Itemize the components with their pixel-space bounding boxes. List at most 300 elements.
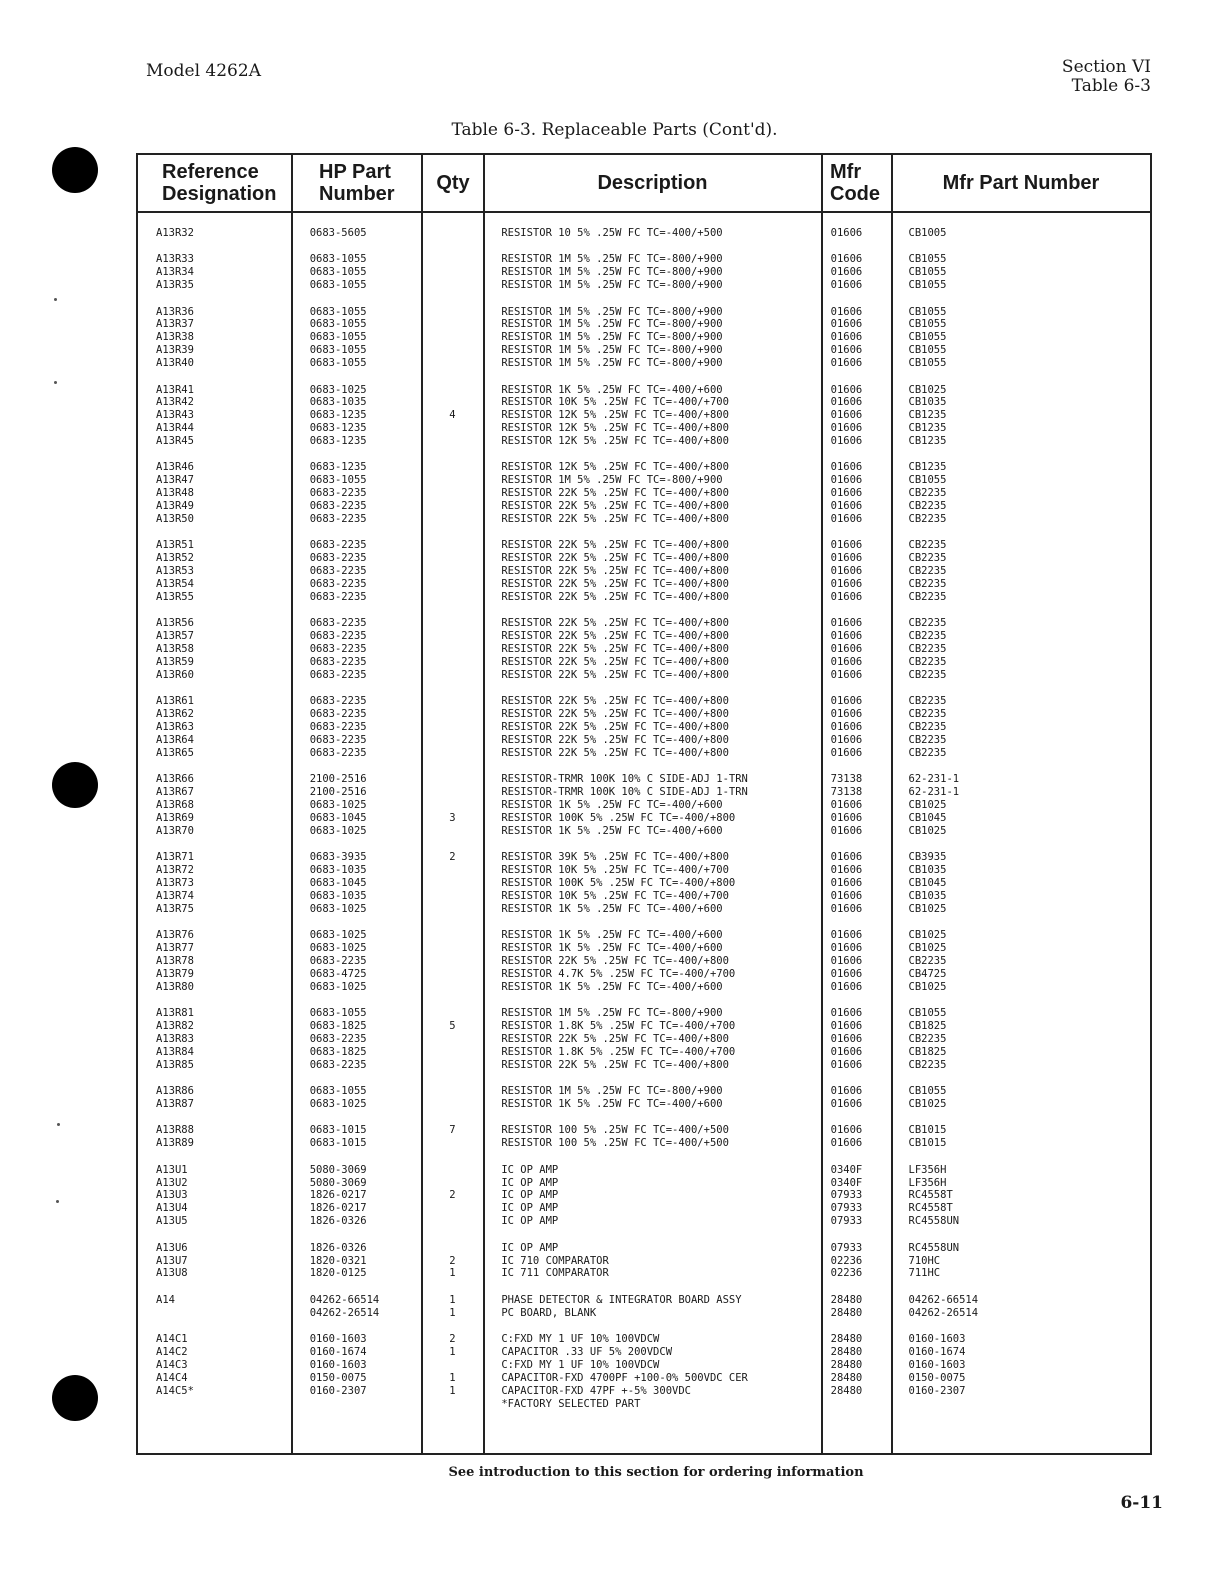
cell-mfr-code: 01606	[830, 565, 863, 578]
cell-qty	[421, 734, 483, 747]
cell-reference: A13R40	[156, 357, 194, 370]
table-row	[138, 877, 1150, 890]
cell-hp-part: 0683-1035	[309, 396, 367, 409]
cell-mfr-code: 28480	[830, 1358, 863, 1371]
cell-qty	[421, 643, 483, 656]
cell-mfr-code: 01606	[830, 422, 863, 435]
table-row	[138, 539, 1150, 552]
cell-mfr-part: RC4558T	[908, 1189, 953, 1202]
table-row	[138, 656, 1150, 669]
cell-mfr-part: CB2235	[908, 617, 947, 630]
cell-mfr-code: 01606	[830, 500, 863, 513]
header-rule	[138, 211, 1150, 213]
cell-hp-part: 0683-1045	[309, 811, 367, 824]
cell-hp-part: 2100-2516	[309, 773, 367, 786]
cell-description: RESISTOR 22K 5% .25W FC TC=-400/+800	[501, 513, 729, 526]
cell-description: RESISTOR 1M 5% .25W FC TC=-800/+900	[501, 318, 723, 331]
cell-qty: 1	[449, 1371, 456, 1384]
cell-reference: A14C1	[156, 1333, 188, 1346]
cell-mfr-part: CB2235	[908, 487, 947, 500]
cell-mfr-code: 01606	[830, 799, 863, 812]
cell-reference: A13R64	[156, 734, 194, 746]
cell-mfr-part: CB2235	[908, 708, 947, 721]
cell-hp-part: 0683-5605	[309, 227, 367, 239]
cell-qty	[421, 799, 483, 812]
cell-qty	[421, 630, 483, 643]
cell-description: RESISTOR 1M 5% .25W FC TC=-800/+900	[501, 253, 723, 266]
cell-reference: A13R61	[156, 695, 194, 708]
table-row	[138, 1372, 1150, 1385]
cell-description: RESISTOR 22K 5% .25W FC TC=-400/+800	[501, 695, 729, 708]
cell-hp-part: 0683-1015	[309, 1124, 367, 1137]
cell-qty	[421, 981, 483, 994]
cell-mfr-part: CB1055	[908, 1007, 947, 1020]
cell-hp-part: 0683-2235	[309, 1058, 367, 1071]
cell-qty	[421, 422, 483, 435]
cell-qty: 1	[449, 1293, 456, 1306]
cell-mfr-code: 01606	[830, 1032, 863, 1045]
cell-mfr-code: 01606	[830, 279, 863, 292]
cell-description: RESISTOR 1M 5% .25W FC TC=-800/+900	[501, 331, 723, 344]
cell-reference: A13R80	[156, 980, 194, 993]
cell-mfr-part: CB2235	[908, 578, 947, 591]
cell-qty	[421, 1137, 483, 1150]
cell-qty	[421, 253, 483, 266]
cell-reference: A13R79	[156, 967, 194, 980]
cell-reference: A13R37	[156, 318, 194, 331]
table-row	[138, 1189, 1150, 1202]
cell-qty	[421, 1046, 483, 1059]
cell-mfr-part: CB1825	[908, 1020, 947, 1033]
cell-reference: A13R51	[156, 539, 194, 552]
cell-hp-part: 0683-2235	[309, 1032, 367, 1045]
table-row	[138, 357, 1150, 370]
table-row	[138, 1307, 1150, 1320]
cell-reference: A13R65	[156, 746, 194, 759]
cell-description: IC OP AMP	[501, 1189, 559, 1202]
table-caption: Table 6-3. Replaceable Parts (Cont'd).	[451, 120, 778, 140]
cell-mfr-part: CB1025	[908, 942, 947, 955]
cell-mfr-part: CB1025	[908, 929, 947, 942]
cell-qty: 7	[449, 1124, 456, 1137]
cell-mfr-code: 0340F	[830, 1163, 863, 1176]
column-header-qty: Qty	[436, 172, 470, 194]
cell-mfr-part: CB1235	[908, 461, 947, 474]
table-row	[138, 1333, 1150, 1346]
cell-description: RESISTOR 22K 5% .25W FC TC=-400/+800	[501, 746, 729, 759]
cell-description: RESISTOR 1M 5% .25W FC TC=-800/+900	[501, 279, 723, 292]
cell-qty	[421, 656, 483, 669]
cell-description: *FACTORY SELECTED PART	[501, 1397, 641, 1410]
cell-mfr-part: 62-231-1	[908, 786, 960, 799]
table-row	[138, 1020, 1150, 1033]
cell-mfr-part: LF356H	[908, 1176, 947, 1189]
cell-description: RESISTOR 22K 5% .25W FC TC=-400/+800	[501, 721, 729, 734]
table-row	[138, 384, 1150, 397]
cell-mfr-part: CB1055	[908, 305, 947, 318]
cell-mfr-part: 04262-66514	[908, 1293, 979, 1306]
cell-description: RESISTOR 12K 5% .25W FC TC=-400/+800	[501, 422, 729, 435]
row-group	[138, 539, 1150, 603]
cell-mfr-code: 01606	[830, 967, 863, 980]
cell-mfr-code: 07933	[830, 1202, 863, 1215]
row-group	[138, 1242, 1150, 1281]
cell-qty	[421, 357, 483, 370]
column-header-hp-part: HP Part Number	[319, 161, 395, 205]
cell-description: RESISTOR 1.8K 5% .25W FC TC=-400/+700	[501, 1045, 736, 1058]
table-row	[138, 786, 1150, 799]
cell-qty	[421, 903, 483, 916]
cell-hp-part: 0683-2235	[309, 954, 367, 967]
cell-mfr-code: 02236	[830, 1267, 863, 1280]
cell-mfr-code: 01606	[830, 1045, 863, 1058]
cell-reference	[138, 1398, 292, 1411]
cell-reference: A13R77	[156, 942, 194, 955]
table-row	[138, 422, 1150, 435]
table-row	[138, 552, 1150, 565]
cell-mfr-part	[891, 1398, 1150, 1411]
cell-mfr-code: 01606	[830, 811, 863, 824]
table-row	[138, 734, 1150, 747]
cell-qty	[421, 461, 483, 474]
cell-qty	[421, 279, 483, 292]
cell-qty: 2	[449, 1189, 456, 1202]
cell-mfr-part: CB1025	[908, 383, 947, 396]
cell-description: PC BOARD, BLANK	[501, 1306, 597, 1319]
cell-qty	[421, 513, 483, 526]
cell-description: RESISTOR 1K 5% .25W FC TC=-400/+600	[501, 383, 723, 396]
cell-hp-part: 0683-2235	[309, 668, 367, 681]
cell-qty: 1	[449, 1306, 456, 1319]
cell-qty	[421, 1242, 483, 1255]
cell-reference: A13R63	[156, 721, 194, 734]
cell-mfr-code: 01606	[830, 1137, 863, 1150]
cell-mfr-part: 0160-1674	[908, 1345, 966, 1358]
cell-reference: A13U7	[156, 1254, 188, 1267]
cell-qty	[421, 877, 483, 890]
cell-description: CAPACITOR .33 UF 5% 200VDCW	[501, 1345, 673, 1358]
cell-mfr-code: 02236	[830, 1254, 863, 1267]
table-row	[138, 1177, 1150, 1190]
cell-hp-part: 0683-1035	[309, 864, 367, 877]
cell-mfr-code: 01606	[830, 864, 863, 877]
cell-reference: A13R35	[156, 279, 194, 292]
cell-reference: A14C4	[156, 1371, 188, 1384]
cell-hp-part: 0683-1055	[309, 344, 367, 357]
cell-reference: A13R62	[156, 708, 194, 721]
cell-mfr-code: 01606	[830, 643, 863, 656]
table-row	[138, 253, 1150, 266]
cell-mfr-part: 710HC	[908, 1254, 941, 1267]
table-row	[138, 227, 1150, 240]
cell-hp-part: 0683-1235	[309, 435, 367, 448]
cell-hp-part: 0683-2235	[309, 695, 367, 708]
cell-reference: A13R85	[156, 1058, 194, 1071]
cell-description: RESISTOR 1K 5% .25W FC TC=-400/+600	[501, 929, 723, 942]
cell-mfr-code: 28480	[830, 1333, 863, 1346]
cell-reference: A13R60	[156, 668, 194, 681]
cell-description: RESISTOR 1K 5% .25W FC TC=-400/+600	[501, 942, 723, 955]
cell-mfr-part: CB1015	[908, 1137, 947, 1150]
row-group	[138, 1164, 1150, 1228]
cell-mfr-code: 01606	[830, 396, 863, 409]
cell-description: RESISTOR 12K 5% .25W FC TC=-400/+800	[501, 461, 729, 474]
table-row	[138, 955, 1150, 968]
cell-mfr-code: 01606	[830, 552, 863, 565]
cell-mfr-part: CB2235	[908, 630, 947, 643]
cell-mfr-code: 01606	[830, 630, 863, 643]
cell-mfr-part: RC4558UN	[908, 1241, 960, 1254]
table-row	[138, 565, 1150, 578]
cell-reference: A13R67	[156, 786, 194, 799]
cell-description: RESISTOR 1K 5% .25W FC TC=-400/+600	[501, 902, 723, 915]
table-row	[138, 279, 1150, 292]
cell-hp-part: 0683-2235	[309, 578, 367, 591]
cell-mfr-part: CB1055	[908, 279, 947, 292]
cell-hp-part: 0683-2235	[309, 734, 367, 746]
cell-reference: A13R38	[156, 331, 194, 344]
table-row	[138, 864, 1150, 877]
cell-hp-part: 0683-1025	[309, 824, 367, 837]
cell-mfr-part: CB1035	[908, 889, 947, 902]
cell-hp-part: 0160-1603	[309, 1333, 367, 1346]
cell-description: RESISTOR 22K 5% .25W FC TC=-400/+800	[501, 552, 729, 565]
table-row	[138, 409, 1150, 422]
cell-mfr-code: 01606	[830, 1124, 863, 1137]
table-row	[138, 1359, 1150, 1372]
table-row	[138, 617, 1150, 630]
table-row	[138, 1124, 1150, 1137]
ordering-note: See introduction to this section for ordering information	[448, 1465, 864, 1480]
table-row	[138, 773, 1150, 786]
cell-reference: A13R43	[156, 409, 194, 422]
cell-qty	[421, 1164, 483, 1177]
cell-hp-part: 0683-1055	[309, 331, 367, 344]
table-row	[138, 851, 1150, 864]
cell-mfr-code: 01606	[830, 889, 863, 902]
table-row	[138, 1267, 1150, 1280]
table-row	[138, 396, 1150, 409]
table-row	[138, 812, 1150, 825]
table-row	[138, 344, 1150, 357]
cell-description: RESISTOR 1M 5% .25W FC TC=-800/+900	[501, 474, 723, 487]
cell-description: IC OP AMP	[501, 1163, 559, 1176]
cell-reference: A13R68	[156, 799, 194, 812]
cell-description: CAPACITOR-FXD 47PF +-5% 300VDC	[501, 1384, 691, 1397]
cell-description: RESISTOR 22K 5% .25W FC TC=-400/+800	[501, 630, 729, 643]
cell-description: IC OP AMP	[501, 1202, 559, 1215]
row-group	[138, 695, 1150, 759]
cell-mfr-part: CB3935	[908, 851, 947, 864]
cell-reference: A13R52	[156, 552, 194, 565]
cell-reference: A13R88	[156, 1124, 194, 1137]
cell-qty	[421, 565, 483, 578]
cell-qty	[421, 773, 483, 786]
cell-mfr-code: 01606	[830, 1085, 863, 1098]
cell-mfr-code: 01606	[830, 487, 863, 500]
cell-mfr-part: CB2235	[908, 1032, 947, 1045]
table-row	[138, 981, 1150, 994]
cell-description: RESISTOR 22K 5% .25W FC TC=-400/+800	[501, 590, 729, 603]
cell-mfr-part: 0160-1603	[908, 1358, 966, 1371]
cell-qty	[421, 344, 483, 357]
table-row	[138, 747, 1150, 760]
cell-mfr-part: CB1035	[908, 396, 947, 409]
cell-mfr-part: CB1055	[908, 357, 947, 370]
cell-mfr-part: CB1235	[908, 409, 947, 422]
cell-mfr-code: 01606	[830, 461, 863, 474]
cell-qty	[421, 396, 483, 409]
cell-mfr-code: 01606	[830, 980, 863, 993]
cell-hp-part: 0683-2235	[309, 643, 367, 656]
cell-reference: A13R75	[156, 902, 194, 915]
cell-mfr-code: 01606	[830, 824, 863, 837]
cell-hp-part: 1820-0125	[309, 1267, 367, 1280]
cell-hp-part: 0683-2235	[309, 513, 367, 526]
cell-mfr-part: CB2235	[908, 565, 947, 578]
table-row	[138, 306, 1150, 319]
cell-description: RESISTOR 1K 5% .25W FC TC=-400/+600	[501, 824, 723, 837]
cell-reference: A13R58	[156, 643, 194, 656]
cell-description: RESISTOR 22K 5% .25W FC TC=-400/+800	[501, 954, 729, 967]
cell-hp-part: 0683-1055	[309, 253, 367, 266]
cell-description: RESISTOR 22K 5% .25W FC TC=-400/+800	[501, 656, 729, 669]
cell-reference: A13R42	[156, 396, 194, 409]
cell-mfr-part: CB1825	[908, 1045, 947, 1058]
table-row	[138, 799, 1150, 812]
cell-mfr-code: 01606	[830, 721, 863, 734]
table-row	[138, 630, 1150, 643]
cell-hp-part: 0683-2235	[309, 565, 367, 578]
cell-reference: A13R55	[156, 590, 194, 603]
page-number: 6-11	[1120, 1493, 1163, 1513]
cell-qty	[421, 968, 483, 981]
cell-mfr-code: 01606	[830, 954, 863, 967]
cell-qty	[421, 384, 483, 397]
cell-mfr-part: 0150-0075	[908, 1371, 966, 1384]
row-group	[138, 461, 1150, 525]
table-row	[138, 487, 1150, 500]
cell-reference: A13R87	[156, 1097, 194, 1110]
cell-mfr-part: 0160-2307	[908, 1384, 966, 1397]
cell-description: RESISTOR 22K 5% .25W FC TC=-400/+800	[501, 578, 729, 591]
cell-mfr-part: CB2235	[908, 668, 947, 681]
cell-reference: A13R82	[156, 1020, 194, 1033]
cell-reference: A13R70	[156, 824, 194, 837]
cell-mfr-code: 01606	[830, 942, 863, 955]
row-group	[138, 1085, 1150, 1111]
cell-reference: A13R46	[156, 461, 194, 474]
cell-mfr-part: CB1235	[908, 422, 947, 435]
row-group	[138, 253, 1150, 292]
cell-description: IC OP AMP	[501, 1241, 559, 1254]
table-row	[138, 578, 1150, 591]
cell-reference: A13U2	[156, 1176, 188, 1189]
scan-speck	[56, 1200, 59, 1203]
cell-hp-part: 1826-0217	[309, 1189, 367, 1202]
row-group	[138, 384, 1150, 448]
cell-qty: 2	[449, 1333, 456, 1346]
cell-hp-part: 0683-2235	[309, 539, 367, 552]
cell-reference: A13U5	[156, 1215, 188, 1228]
cell-hp-part: 0683-1055	[309, 357, 367, 370]
cell-mfr-code: 07933	[830, 1241, 863, 1254]
cell-hp-part: 5080-3069	[309, 1176, 367, 1189]
cell-mfr-part: CB1025	[908, 799, 947, 812]
cell-mfr-code: 01606	[830, 1020, 863, 1033]
column-header-mfr-code: Mfr Code	[830, 161, 880, 205]
parts-table	[136, 153, 1152, 1455]
cell-reference: A13R57	[156, 630, 194, 643]
cell-mfr-code: 01606	[830, 435, 863, 448]
cell-hp-part: 2100-2516	[309, 786, 367, 799]
cell-description: RESISTOR 22K 5% .25W FC TC=-400/+800	[501, 617, 729, 630]
cell-mfr-part: CB2235	[908, 721, 947, 734]
cell-mfr-part: 0160-1603	[908, 1333, 966, 1346]
cell-reference: A13R74	[156, 889, 194, 902]
cell-description: RESISTOR-TRMR 100K 10% C SIDE-ADJ 1-TRN	[501, 786, 748, 799]
cell-mfr-code: 01606	[830, 851, 863, 864]
cell-qty: 4	[449, 409, 456, 422]
cell-hp-part: 0683-2235	[309, 500, 367, 513]
cell-hp-part: 0683-2235	[309, 487, 367, 500]
cell-qty: 5	[449, 1020, 456, 1033]
cell-hp-part: 0683-2235	[309, 708, 367, 721]
cell-mfr-code: 01606	[830, 383, 863, 396]
cell-mfr-part: CB2235	[908, 500, 947, 513]
cell-reference: A13U1	[156, 1163, 188, 1176]
cell-mfr-code: 01606	[830, 708, 863, 721]
cell-qty	[421, 500, 483, 513]
cell-hp-part: 0683-2235	[309, 590, 367, 603]
cell-hp-part: 0683-1055	[309, 1085, 367, 1098]
cell-description: IC 711 COMPARATOR	[501, 1267, 609, 1280]
cell-reference: A13R47	[156, 474, 194, 487]
cell-mfr-part: CB2235	[908, 590, 947, 603]
cell-qty	[421, 825, 483, 838]
cell-mfr-code: 01606	[830, 1007, 863, 1020]
table-row	[138, 500, 1150, 513]
cell-reference: A13R78	[156, 954, 194, 967]
table-row	[138, 1085, 1150, 1098]
cell-qty	[421, 1215, 483, 1228]
section-label: Section VI	[1061, 57, 1151, 77]
cell-mfr-part: CB2235	[908, 746, 947, 759]
column-header-reference: Reference Designation	[162, 161, 277, 205]
cell-description: RESISTOR 100K 5% .25W FC TC=-400/+800	[501, 811, 736, 824]
cell-mfr-part: CB1025	[908, 902, 947, 915]
cell-hp-part	[292, 1398, 422, 1411]
cell-mfr-code: 01606	[830, 305, 863, 318]
cell-mfr-part: CB1025	[908, 1097, 947, 1110]
cell-mfr-code: 73138	[830, 786, 863, 799]
cell-mfr-code: 01606	[830, 344, 863, 357]
cell-description: PHASE DETECTOR & INTEGRATOR BOARD ASSY	[501, 1293, 742, 1306]
cell-reference: A13R39	[156, 344, 194, 357]
row-group	[138, 1007, 1150, 1071]
cell-qty: 1	[449, 1345, 456, 1358]
cell-mfr-part: CB1055	[908, 1085, 947, 1098]
cell-mfr-code: 01606	[830, 1058, 863, 1071]
cell-mfr-code: 01606	[830, 253, 863, 266]
row-group	[138, 929, 1150, 993]
cell-hp-part: 0683-1235	[309, 409, 367, 422]
cell-reference: A13R59	[156, 656, 194, 669]
cell-qty	[421, 306, 483, 319]
cell-description: RESISTOR 10K 5% .25W FC TC=-400/+700	[501, 864, 729, 877]
cell-qty	[421, 487, 483, 500]
cell-description: RESISTOR 10 5% .25W FC TC=-400/+500	[501, 227, 723, 239]
